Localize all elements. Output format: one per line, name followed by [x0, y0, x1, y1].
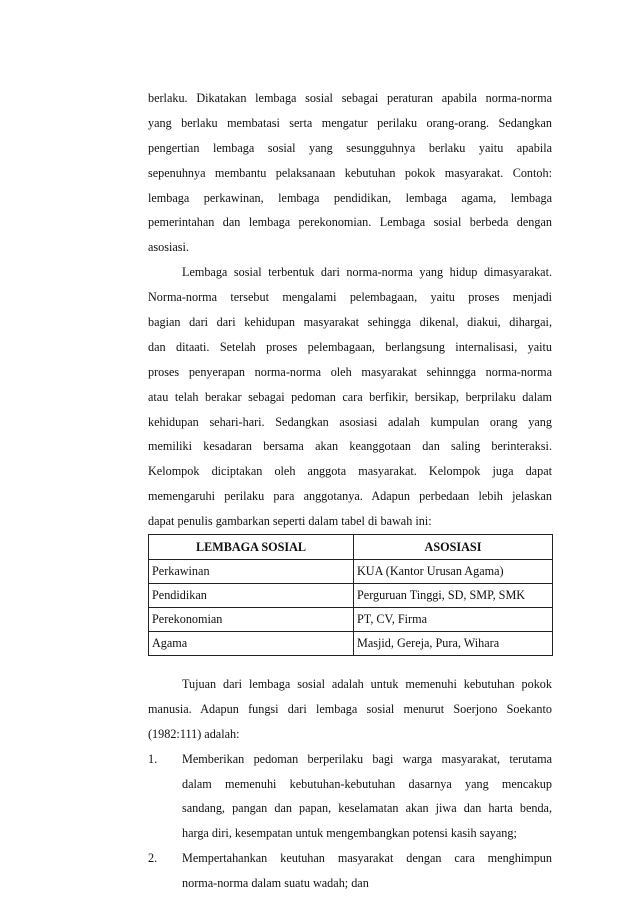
text-line: Memberikan pedoman berperilaku bagi warga masyarakat, terutama [182, 751, 552, 766]
table-row [149, 584, 553, 608]
text-line: dan ditaati. Setelah proses pelembagaan, berlangsung internalisasi, yaitu [148, 339, 552, 354]
text-line: dalam memenuhi kebutuhan-kebutuhan dasarnya yang mencakup [182, 776, 552, 791]
text-line: yang berlaku membatasi serta mengatur perilaku orang-orang. Sedangkan [148, 115, 552, 130]
paragraph-2 [148, 260, 552, 534]
text-line: (1982:111) adalah: [148, 726, 240, 741]
table-cell: KUA (Kantor Urusan Agama) [354, 560, 553, 584]
text-line: Norma-norma tersebut mengalami pelembagaan, yaitu proses menjadi [148, 290, 552, 305]
table-cell: Agama [149, 632, 354, 656]
text-line: proses penyerapan norma-norma oleh masyarakat sehinngga norma-norma [148, 364, 552, 379]
table-cell: Pendidikan [149, 584, 354, 608]
text-line: bagian dari dari kehidupan masyarakat sehingga dikenal, diakui, dihargai, [148, 315, 552, 330]
list-item-body [182, 747, 552, 847]
list-item [148, 747, 552, 847]
table-cell: Masjid, Gereja, Pura, Wihara [354, 632, 553, 656]
table-cell: PT, CV, Firma [354, 608, 553, 632]
table-header-row [149, 535, 553, 560]
text-line: sandang, pangan dan papan, keselamatan akan jiwa dan harta benda, [182, 801, 552, 816]
column-header-lembaga-sosial: LEMBAGA SOSIAL [149, 535, 354, 560]
table-row [149, 608, 553, 632]
text-line: Tujuan dari lembaga sosial adalah untuk memenuhi kebutuhan pokok [182, 677, 552, 692]
column-header-asosiasi: ASOSIASI [354, 535, 553, 560]
text-line: Lembaga sosial terbentuk dari norma-norma yang hidup dimasyarakat. [182, 265, 552, 280]
text-line: atau telah berakar sebagai pedoman cara berfikir, bersikap, berprilaku dalam [148, 389, 552, 404]
text-line: sepenuhnya membantu pelaksanaan kebutuhan pokok masyarakat. Contoh: [148, 165, 552, 180]
text-line: asosiasi. [148, 240, 189, 255]
text-line: pengertian lembaga sosial yang sesungguhnya berlaku yaitu apabila [148, 140, 552, 155]
table-cell: Perekonomian [149, 608, 354, 632]
table-row [149, 560, 553, 584]
table-cell: Perkawinan [149, 560, 354, 584]
text-line: berlaku. Dikatakan lembaga sosial sebagai peraturan apabila norma-norma [148, 91, 552, 105]
table-cell: Perguruan Tinggi, SD, SMP, SMK [354, 584, 553, 608]
list-item [148, 846, 552, 896]
text-line: memengaruhi perilaku para anggotanya. Adapun perbedaan lebih jelaskan [148, 489, 552, 504]
text-line: kehidupan sehari-hari. Sedangkan asosiasi adalah kumpulan orang yang [148, 414, 552, 429]
comparison-table [148, 534, 553, 656]
paragraph-3 [148, 672, 552, 747]
text-line: norma-norma dalam suatu wadah; dan [182, 876, 369, 891]
text-line: harga diri, kesempatan untuk mengembangkan potensi kasih sayang; [182, 826, 517, 841]
list-number: 1. [148, 751, 158, 766]
text-line: dapat penulis gambarkan seperti dalam tabel di bawah ini: [148, 514, 432, 529]
list-item-body [182, 846, 552, 896]
document-page [148, 86, 552, 896]
spacer [148, 656, 552, 672]
text-line: lembaga perkawinan, lembaga pendidikan, lembaga agama, lembaga [148, 190, 552, 205]
list-number: 2. [148, 851, 158, 866]
text-line: Mempertahankan keutuhan masyarakat dengan cara menghimpun [182, 851, 552, 866]
text-line: pemerintahan dan lembaga perekonomian. Lembaga sosial berbeda dengan [148, 215, 552, 230]
text-line: memiliki kesadaran bersama akan keanggotaan dan saling berinteraksi. [148, 439, 552, 454]
text-line: Kelompok diciptakan oleh anggota masyarakat. Kelompok juga dapat [148, 464, 552, 479]
table-row [149, 632, 553, 656]
paragraph-1 [148, 86, 552, 260]
text-line: manusia. Adapun fungsi dari lembaga sosial menurut Soerjono Soekanto [148, 701, 552, 716]
